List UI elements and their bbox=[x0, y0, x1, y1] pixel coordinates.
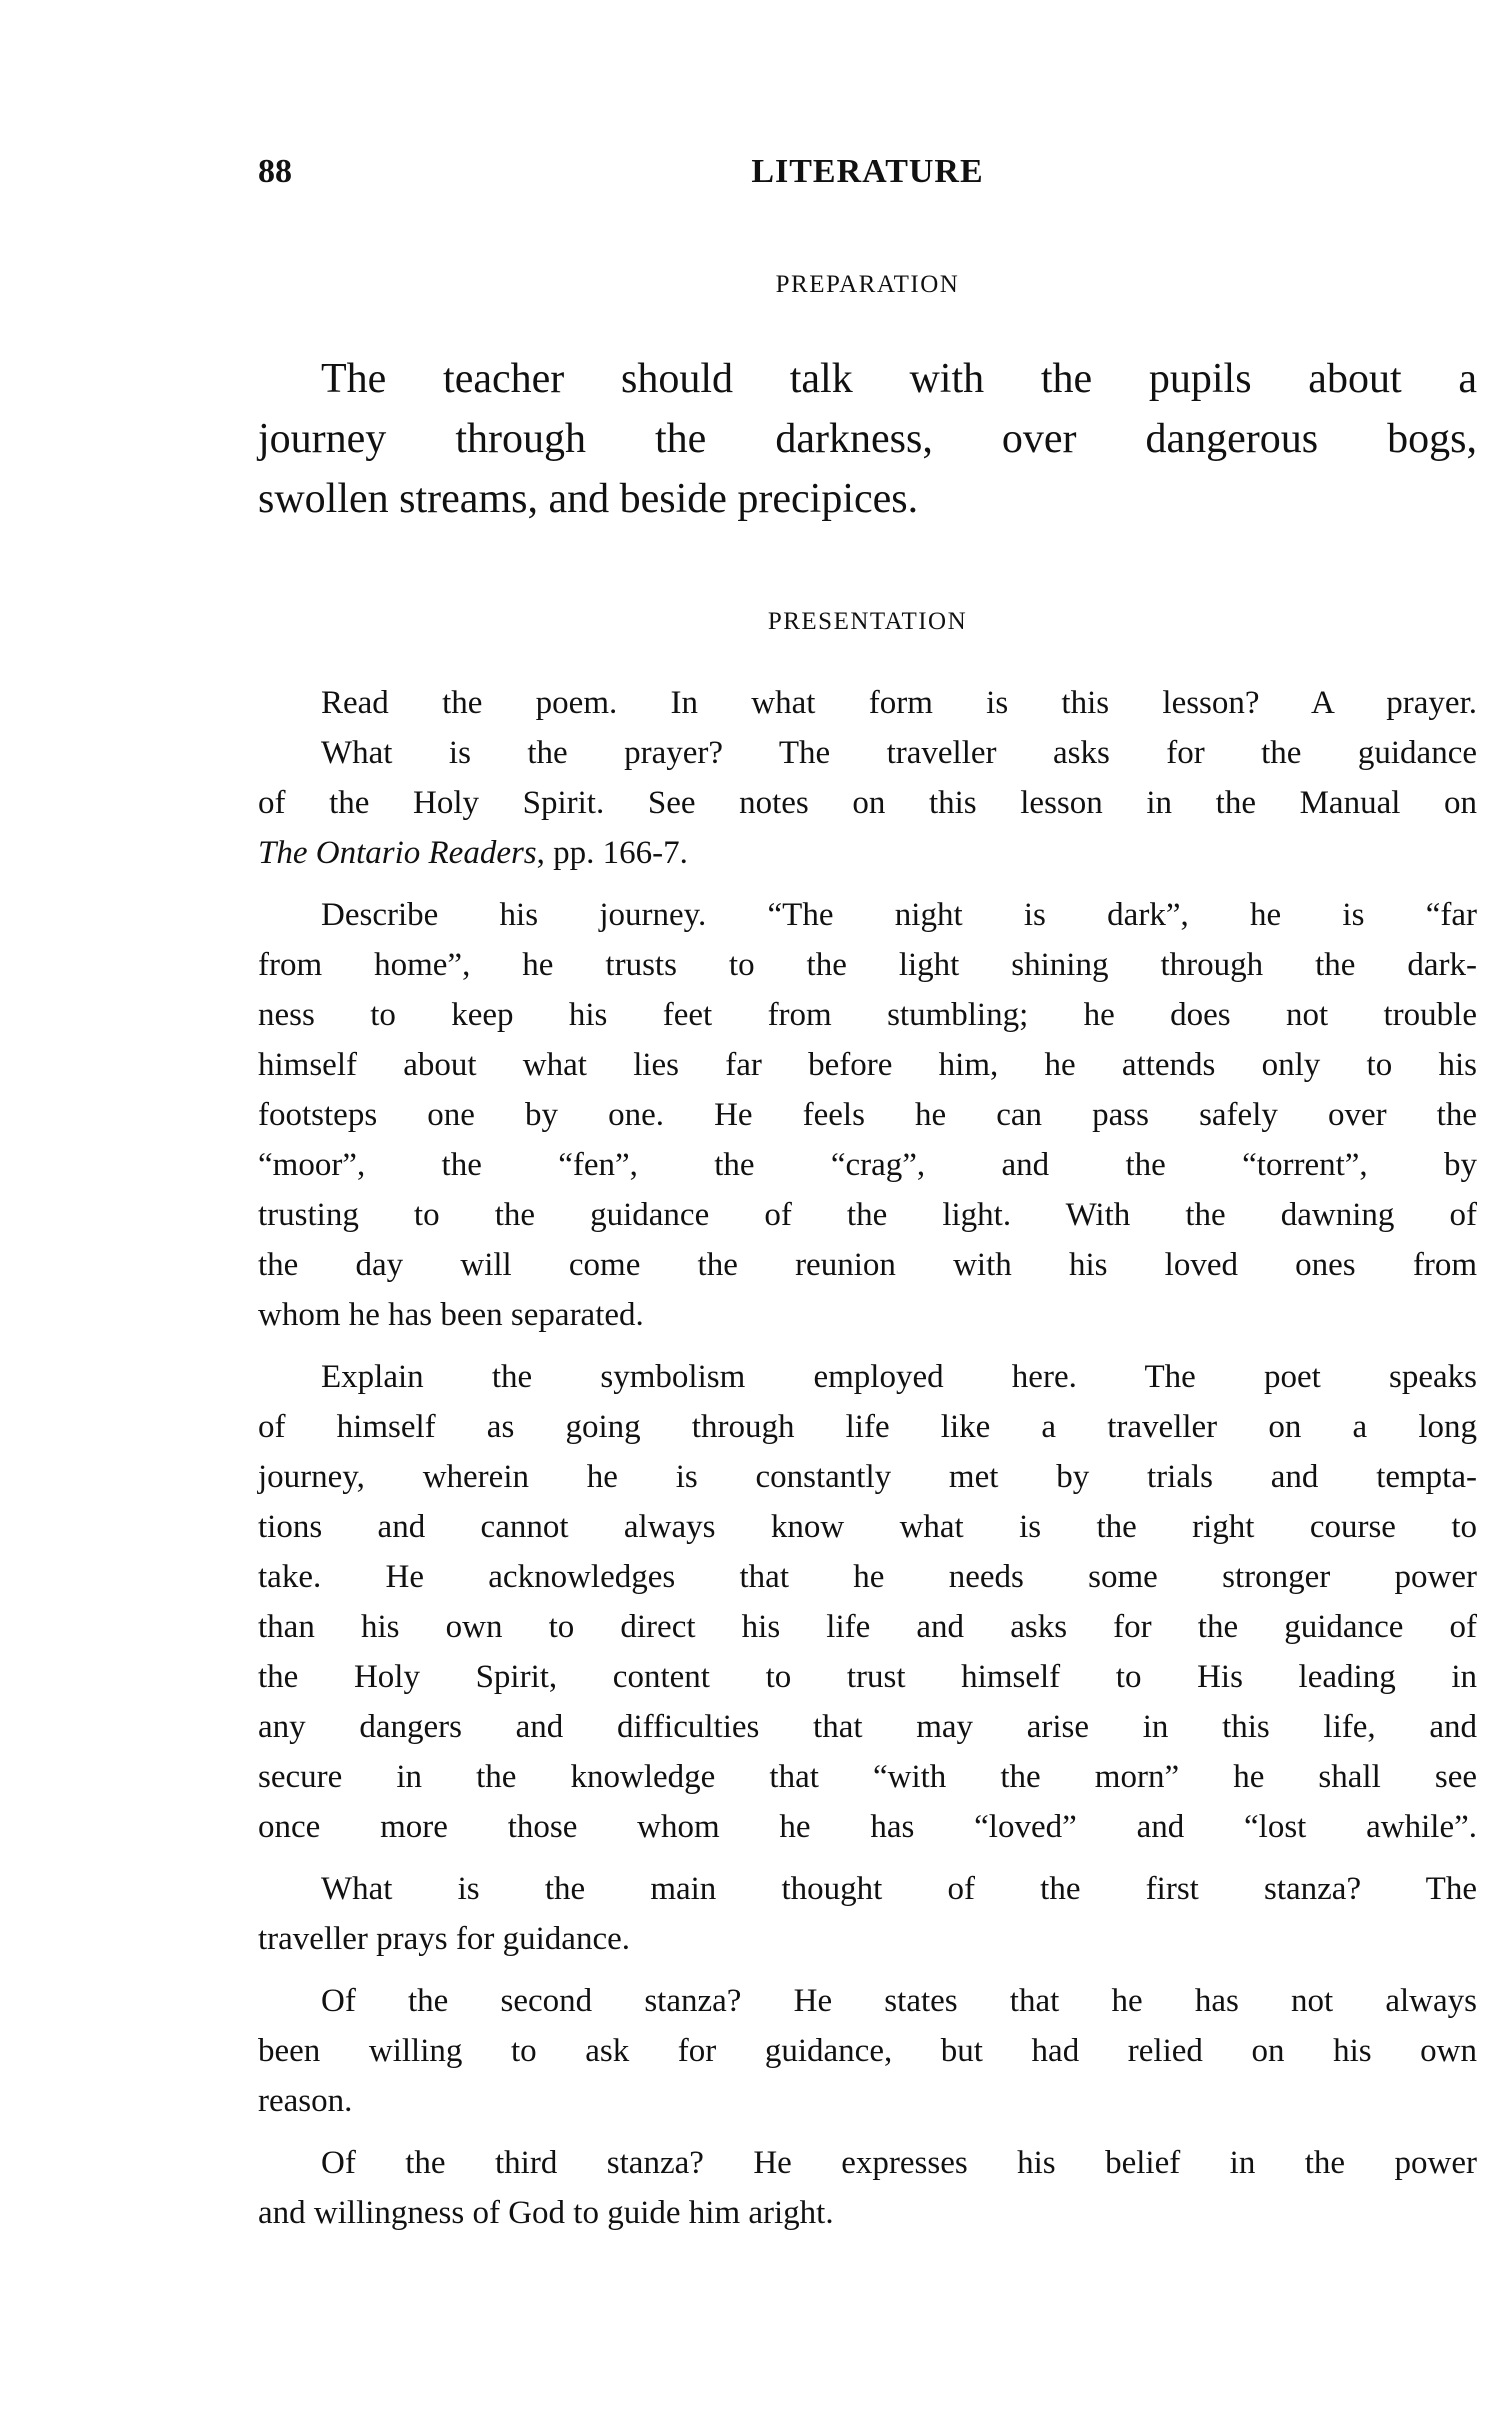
text-line: What is the main thought of the first stanza? The bbox=[321, 1871, 1477, 1907]
running-title: LITERATURE bbox=[751, 153, 984, 190]
text-line: ness to keep his feet from stumbling; he does not trouble bbox=[258, 997, 1477, 1033]
text-line: footsteps one by one. He feels he can pass safely over the bbox=[258, 1097, 1477, 1133]
page-reference: , pp. 166-7. bbox=[536, 835, 688, 871]
text-line: the Holy Spirit, content to trust himself to His leading in bbox=[258, 1659, 1477, 1695]
text-line: Read the poem. In what form is this lesson? A prayer. bbox=[321, 685, 1477, 721]
text-line: himself about what lies far before him, he attends only to his bbox=[258, 1047, 1477, 1083]
paragraph bbox=[258, 1864, 1477, 1964]
text-line: trusting to the guidance of the light. With the dawning of bbox=[258, 1197, 1477, 1233]
text-line: Of the third stanza? He expresses his belief in the power bbox=[321, 2145, 1477, 2181]
text-line: reason. bbox=[258, 2083, 353, 2119]
text-line: Explain the symbolism employed here. The poet speaks bbox=[321, 1359, 1477, 1395]
paragraph bbox=[258, 2138, 1477, 2238]
text-line: journey, wherein he is constantly met by trials and tempta- bbox=[258, 1459, 1477, 1495]
text-line: once more those whom he has “loved” and “lost awhile”. bbox=[258, 1809, 1477, 1845]
text-line: “moor”, the “fen”, the “crag”, and the “torrent”, by bbox=[258, 1147, 1477, 1183]
text-line: whom he has been separated. bbox=[258, 1297, 644, 1333]
text-line: of himself as going through life like a traveller on a long bbox=[258, 1409, 1477, 1445]
text-line: swollen streams, and beside precipices. bbox=[258, 476, 919, 522]
text-line: of the Holy Spirit. See notes on this lesson in the Manual on bbox=[258, 785, 1477, 821]
presentation-body bbox=[258, 678, 1477, 2250]
text-line: and willingness of God to guide him aright. bbox=[258, 2195, 834, 2231]
paragraph bbox=[258, 1352, 1477, 1852]
text-line: from home”, he trusts to the light shining through the dark- bbox=[258, 947, 1477, 983]
text-line: Of the second stanza? He states that he has not always bbox=[321, 1983, 1477, 2019]
section-heading-preparation: PREPARATION bbox=[775, 271, 960, 298]
text-line: Describe his journey. “The night is dark”, he is “far bbox=[321, 897, 1477, 933]
text-line: the day will come the reunion with his loved ones from bbox=[258, 1247, 1477, 1283]
text-line: been willing to ask for guidance, but had relied on his own bbox=[258, 2033, 1477, 2069]
text-line: tions and cannot always know what is the right course to bbox=[258, 1509, 1477, 1545]
book-title: The Ontario Readers bbox=[258, 835, 537, 871]
text-line bbox=[258, 828, 1477, 878]
section-heading-presentation: PRESENTATION bbox=[767, 608, 968, 635]
paragraph bbox=[258, 1976, 1477, 2126]
text-line: traveller prays for guidance. bbox=[258, 1921, 630, 1957]
page-number: 88 bbox=[258, 153, 292, 190]
preparation-paragraph bbox=[258, 349, 1477, 529]
paragraph bbox=[258, 890, 1477, 1340]
text-line: than his own to direct his life and asks for the guidance of bbox=[258, 1609, 1477, 1645]
running-header bbox=[258, 150, 1477, 194]
text-line: The teacher should talk with the pupils about a bbox=[321, 356, 1477, 402]
text-line: secure in the knowledge that “with the morn” he shall see bbox=[258, 1759, 1477, 1795]
text-line: any dangers and difficulties that may arise in this life, and bbox=[258, 1709, 1477, 1745]
text-line: take. He acknowledges that he needs some stronger power bbox=[258, 1559, 1477, 1595]
text-line: journey through the darkness, over dangerous bogs, bbox=[258, 416, 1477, 462]
paragraph bbox=[258, 678, 1477, 878]
text-line: What is the prayer? The traveller asks for the guidance bbox=[321, 735, 1477, 771]
